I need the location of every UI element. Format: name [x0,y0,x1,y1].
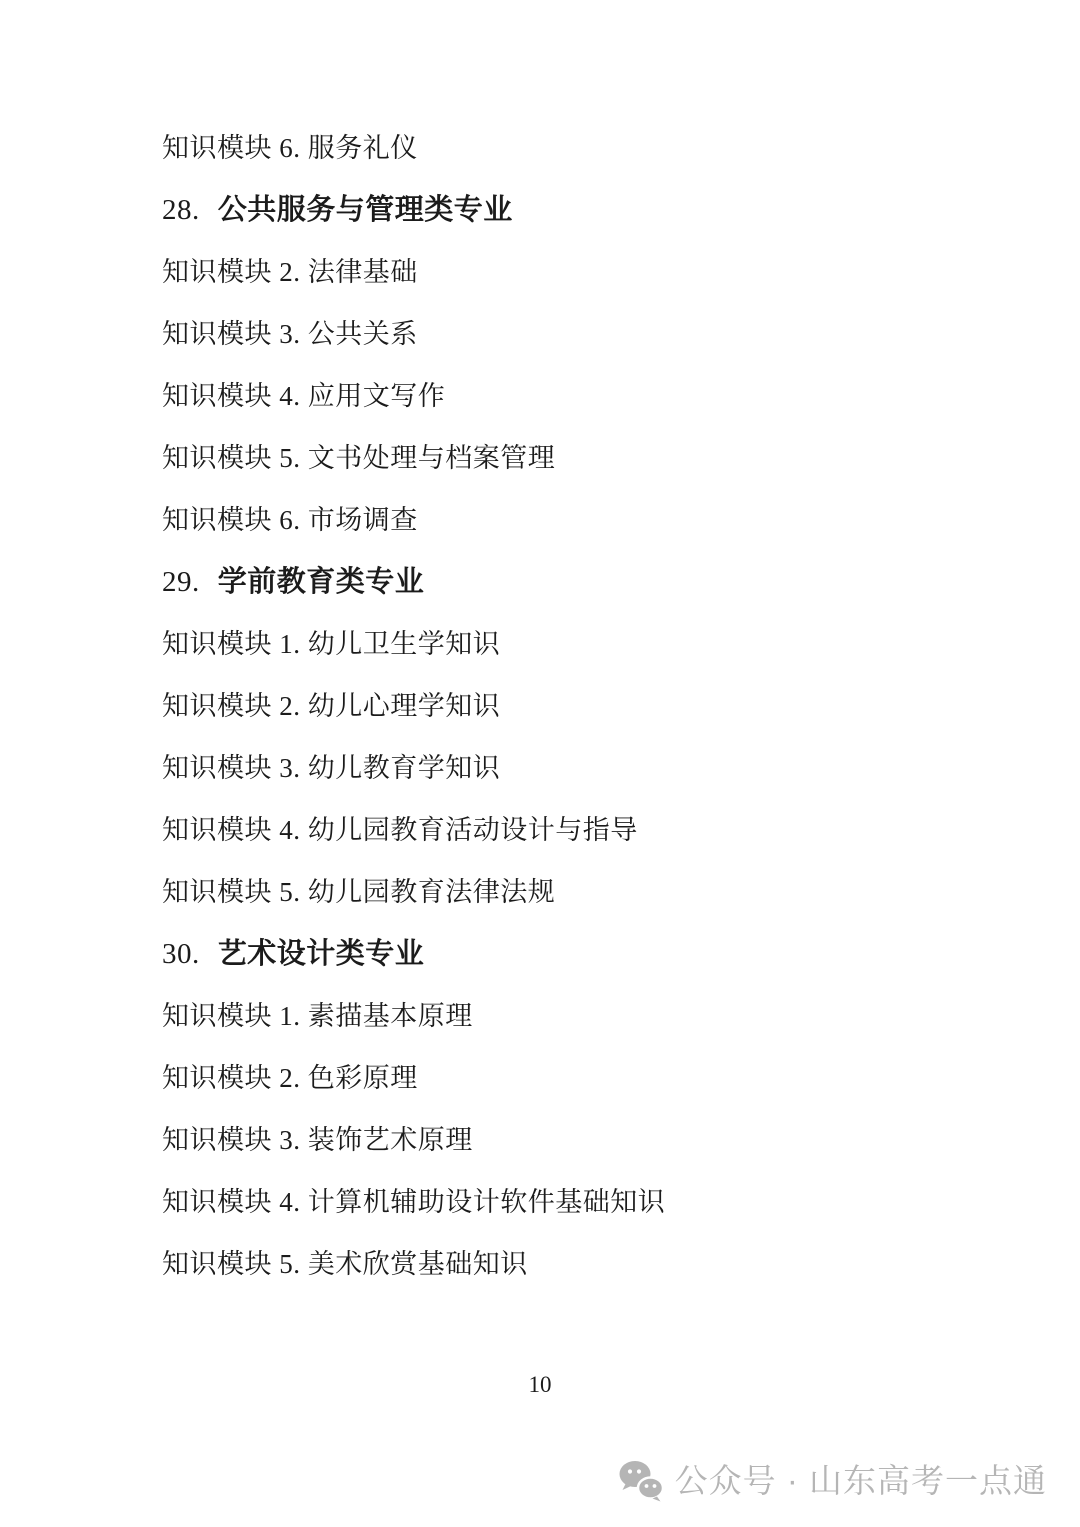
section-header [162,939,1020,969]
document-body [162,133,1020,1311]
list-item: 知识模块 4. 幼儿园教育活动设计与指导 [162,815,638,845]
list-item: 知识模块 3. 装饰艺术原理 [162,1125,473,1155]
list-item: 知识模块 3. 公共关系 [162,319,418,349]
section-header [162,195,1020,225]
section-number: 28. [162,194,200,226]
section-title: 公共服务与管理类专业 [217,194,513,226]
list-item: 知识模块 2. 幼儿心理学知识 [162,691,501,721]
section-title: 学前教育类专业 [217,566,425,598]
page-number: 10 [528,1372,552,1397]
list-item: 知识模块 4. 应用文写作 [162,381,446,411]
section-header [162,567,1020,597]
list-item: 知识模块 5. 文书处理与档案管理 [162,443,556,473]
list-item: 知识模块 5. 美术欣赏基础知识 [162,1249,528,1279]
list-item: 知识模块 6. 服务礼仪 [162,133,418,163]
section-number: 30. [162,938,200,970]
list-item: 知识模块 2. 色彩原理 [162,1063,418,1093]
watermark [618,1460,1047,1502]
section-title: 艺术设计类专业 [217,938,425,970]
list-item: 知识模块 5. 幼儿园教育法律法规 [162,877,556,907]
list-item: 知识模块 1. 素描基本原理 [162,1001,473,1031]
list-item: 知识模块 4. 计算机辅助设计软件基础知识 [162,1187,666,1217]
watermark-text: 公众号 · 山东高考一点通 [674,1462,1047,1499]
list-item: 知识模块 3. 幼儿教育学知识 [162,753,501,783]
list-item: 知识模块 6. 市场调查 [162,505,418,535]
list-item: 知识模块 1. 幼儿卫生学知识 [162,629,501,659]
list-item: 知识模块 2. 法律基础 [162,257,418,287]
section-number: 29. [162,566,200,598]
wechat-icon [618,1460,664,1502]
